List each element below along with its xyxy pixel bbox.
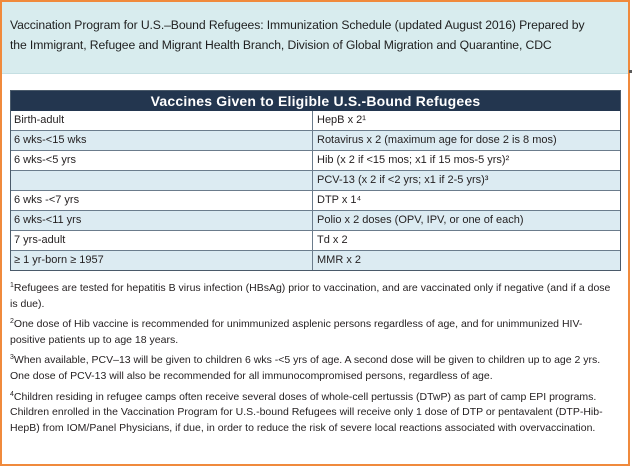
table-row — [11, 130, 620, 150]
table-row — [11, 210, 620, 230]
footnote-text: Refugees are tested for hepatitis B virus infection (HBsAg) prior to vaccination, and are vaccinated only if negative (and if a dose is due). — [10, 282, 611, 310]
table-row — [11, 250, 620, 270]
header-title — [10, 15, 610, 55]
table-row — [11, 170, 620, 190]
table-row — [11, 230, 620, 250]
table-row — [11, 190, 620, 210]
footnote-2 — [10, 314, 614, 348]
vaccine-cell: Rotavirus x 2 (maximum age for dose 2 is 8 mos) — [317, 134, 557, 146]
table-row — [11, 111, 620, 130]
footnote-text: Children residing in refugee camps often receive several doses of whole-cell pertussis (DTwP) as part of camp EPI programs. Children enrolled in the Vaccination Program for U.S.-bound Refugees will receive only 1 dose of DTP or pentavalent (DTP-Hib-HepB) from IOM/Panel Physicians, if due, in order to reduce the risk of severe local reactions associated with overvaccination. — [10, 390, 603, 434]
vaccine-cell: Polio x 2 doses (OPV, IPV, or one of each) — [317, 214, 524, 226]
footnote-marker: 4 — [10, 390, 14, 398]
vaccine-cell: Td x 2 — [317, 234, 348, 246]
age-cell: Birth-adult — [11, 111, 313, 130]
footnote-3 — [10, 350, 614, 384]
footnotes — [10, 278, 614, 438]
vaccine-cell: HepB x 2¹ — [317, 114, 366, 126]
age-cell: ≥ 1 yr-born ≥ 1957 — [11, 251, 313, 270]
vaccine-cell: Hib (x 2 if <15 mos; x1 if 15 mos-5 yrs)² — [317, 154, 510, 166]
footnote-marker: 3 — [10, 354, 14, 362]
footnote-marker: 1 — [10, 282, 14, 289]
age-cell: 7 yrs-adult — [11, 231, 313, 250]
table-title: Vaccines Given to Eligible U.S.-Bound Refugees — [11, 91, 620, 111]
footnote-marker: 2 — [10, 318, 14, 326]
age-cell: 6 wks-<5 yrs — [11, 151, 313, 170]
footnote-1 — [10, 278, 614, 312]
vaccine-cell: DTP x 1⁴ — [317, 194, 362, 206]
header-line-2: the Immigrant, Refugee and Migrant Health Branch, Division of Global Migration and Quarantine, CDC — [10, 38, 552, 52]
document-header — [2, 2, 628, 74]
age-cell — [11, 171, 313, 190]
vaccine-table — [10, 90, 621, 271]
age-cell: 6 wks -<7 yrs — [11, 191, 313, 210]
footnote-text: When available, PCV–13 will be given to children 6 wks -<5 yrs of age. A second dose will be given to children up to age 2 yrs. One dose of PCV-13 will also be recommended for all immunocompromised persons, regardless of age. — [10, 354, 601, 382]
corner-mark — [629, 70, 632, 73]
table-row — [11, 150, 620, 170]
footnote-text: One dose of Hib vaccine is recommended for unimmunized asplenic persons regardless of age, and for unimmunized HIV-positive patients up to age 18 years. — [10, 318, 583, 346]
age-cell: 6 wks-<11 yrs — [11, 211, 313, 230]
vaccine-cell: PCV-13 (x 2 if <2 yrs; x1 if 2-5 yrs)³ — [317, 174, 489, 186]
age-cell: 6 wks-<15 wks — [11, 131, 313, 150]
header-line-1: Vaccination Program for U.S.–Bound Refugees: Immunization Schedule (updated August 2016) Prepared by — [10, 18, 585, 32]
footnote-4 — [10, 387, 614, 437]
vaccine-cell: MMR x 2 — [317, 254, 361, 266]
